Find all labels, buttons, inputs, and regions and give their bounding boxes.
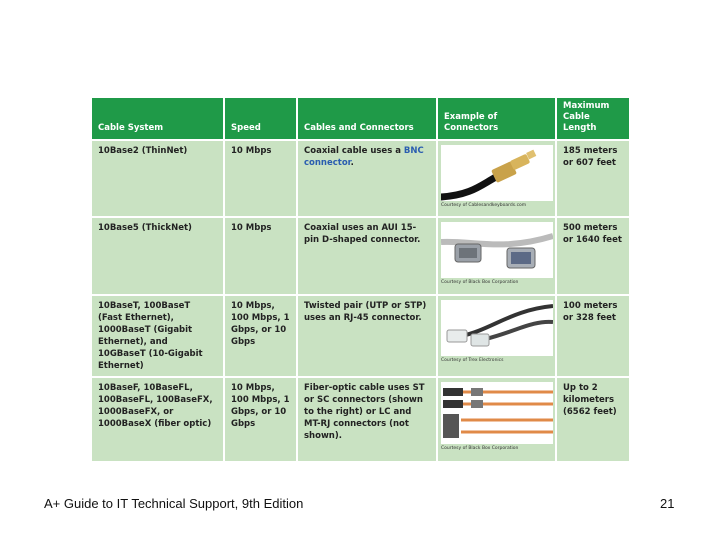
header-cable-system: Cable System <box>92 98 224 140</box>
cables-text-end: . <box>350 158 354 168</box>
rj45-connector-photo <box>441 300 553 356</box>
cell-cable-system: 10Base5 (ThickNet) <box>92 217 224 295</box>
cell-max-length: 500 meters or 1640 feet <box>556 217 629 295</box>
photo-courtesy: Courtesy of Trex Electronics <box>441 358 504 363</box>
header-speed: Speed <box>224 98 297 140</box>
cell-cables-and-connectors: Coaxial uses an AUI 15-pin D-shaped connector. <box>297 217 437 295</box>
page-number: 21 <box>660 496 675 511</box>
photo-courtesy: Courtesy of Black Box Corporation <box>441 446 519 451</box>
cell-example <box>437 217 556 295</box>
header-maximum-cable-length: Maximum Cable Length <box>556 98 629 140</box>
cable-systems-table-container <box>92 98 629 451</box>
cell-speed: 10 Mbps, 100 Mbps, 1 Gbps, or 10 Gbps <box>224 377 297 461</box>
table-header-row <box>92 98 629 140</box>
table-row <box>92 295 629 377</box>
cell-example <box>437 377 556 461</box>
cable-systems-table <box>92 98 629 461</box>
photo-courtesy: Courtesy of Black Box Corporation <box>441 280 519 285</box>
cell-cable-system: 10BaseF, 10BaseFL, 100BaseFL, 100BaseFX, 1000BaseFX, or 1000BaseX (fiber optic) <box>92 377 224 461</box>
cell-cables-and-connectors <box>297 140 437 217</box>
bnc-connector-link[interactable]: BNC connector <box>304 146 424 168</box>
cell-example <box>437 140 556 217</box>
table-row <box>92 217 629 295</box>
cell-cable-system: 10Base2 (ThinNet) <box>92 140 224 217</box>
cell-speed: 10 Mbps, 100 Mbps, 1 Gbps, or 10 Gbps <box>224 295 297 377</box>
cell-max-length: 100 meters or 328 feet <box>556 295 629 377</box>
table-row <box>92 377 629 461</box>
bnc-connector-photo <box>441 145 553 201</box>
cell-speed: 10 Mbps <box>224 217 297 295</box>
cell-max-length: 185 meters or 607 feet <box>556 140 629 217</box>
cell-cable-system: 10BaseT, 100BaseT (Fast Ethernet), 1000BaseT (Gigabit Ethernet), and 10GBaseT (10-Gigabit Ethernet) <box>92 295 224 377</box>
header-example-of-connectors: Example of Connectors <box>437 98 556 140</box>
aui-connector-photo <box>441 222 553 278</box>
cell-max-length: Up to 2 kilometers (6562 feet) <box>556 377 629 461</box>
cell-cables-and-connectors: Fiber-optic cable uses ST or SC connectors (shown to the right) or LC and MT-RJ connectors (not shown). <box>297 377 437 461</box>
cables-text: Coaxial cable uses a <box>304 146 404 156</box>
cell-example <box>437 295 556 377</box>
fiber-connector-photo <box>441 382 553 444</box>
cell-cables-and-connectors: Twisted pair (UTP or STP) uses an RJ-45 connector. <box>297 295 437 377</box>
cell-speed: 10 Mbps <box>224 140 297 217</box>
header-cables-and-connectors: Cables and Connectors <box>297 98 437 140</box>
table-row <box>92 140 629 217</box>
photo-courtesy: Courtesy of Cablesandkeyboards.com <box>441 203 527 208</box>
footer-title: A+ Guide to IT Technical Support, 9th Edition <box>44 496 304 511</box>
